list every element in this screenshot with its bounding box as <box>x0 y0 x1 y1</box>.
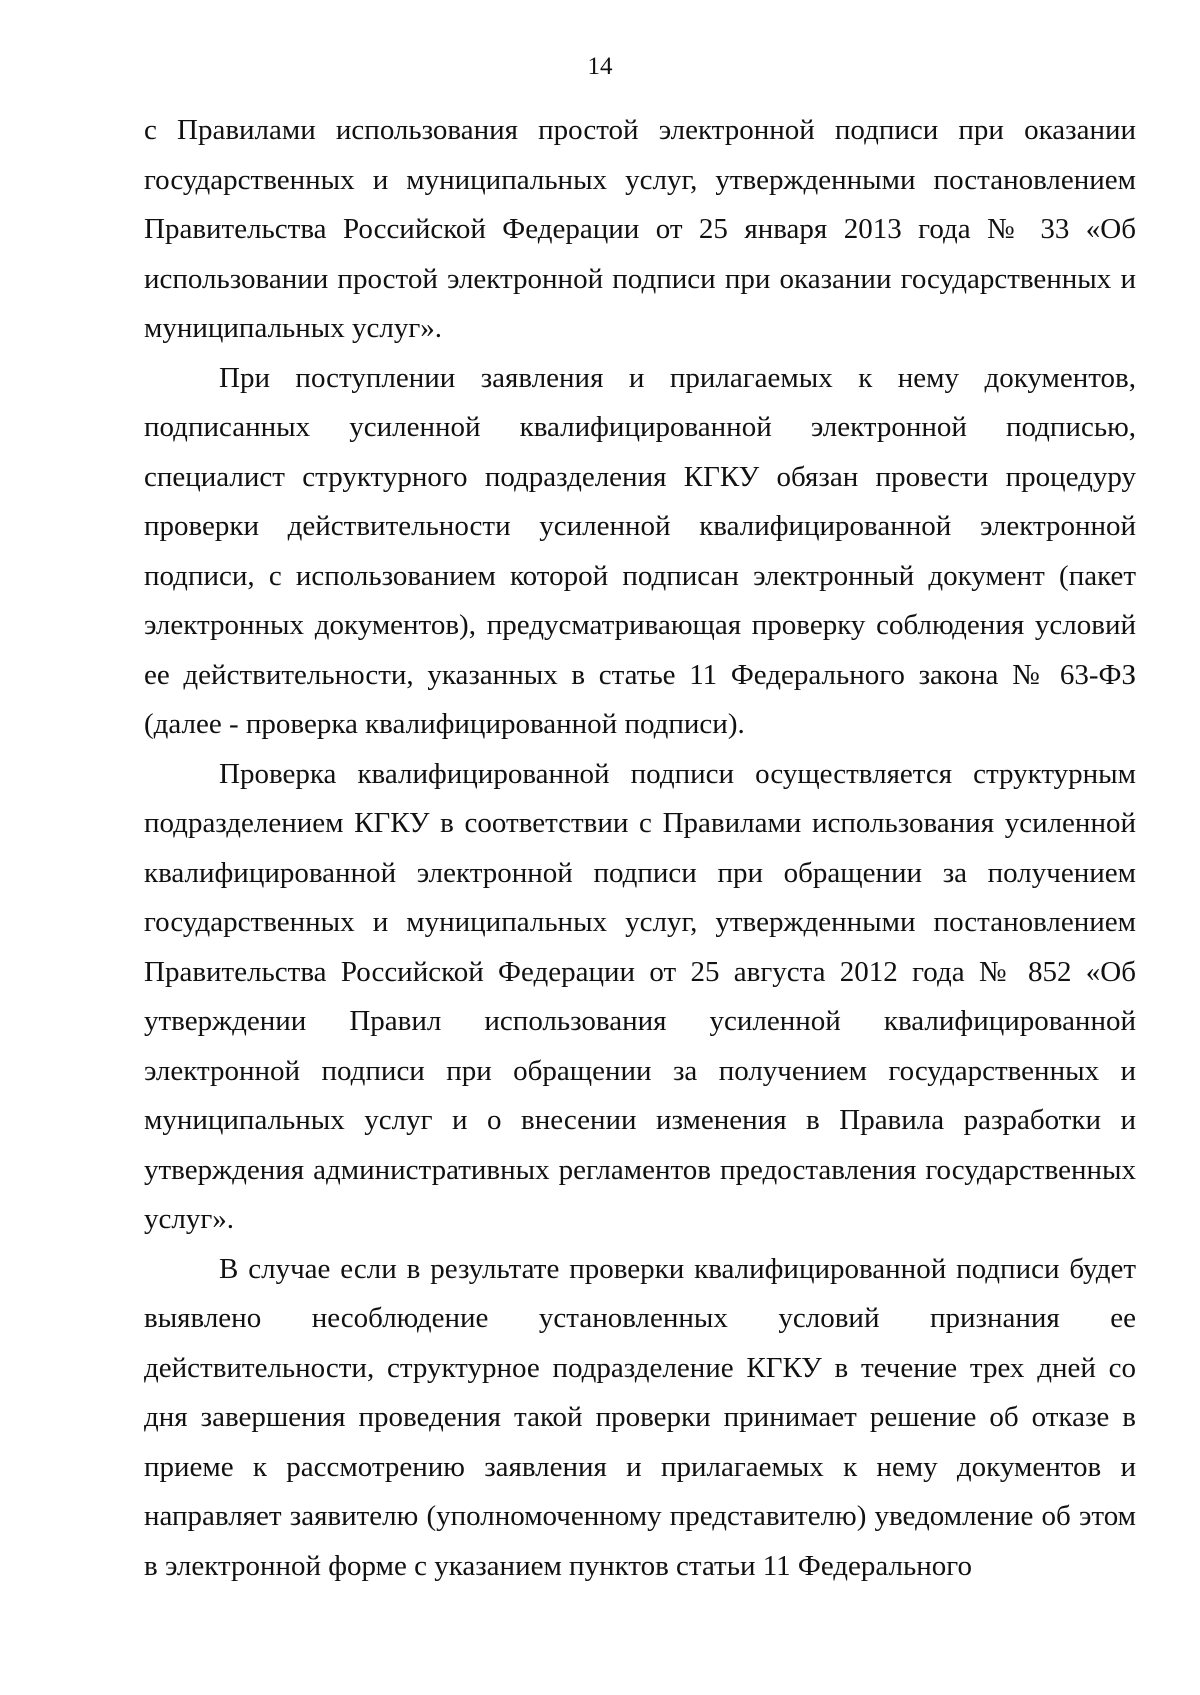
paragraph-signature-verification: При поступлении заявления и прилагаемых к нему документов, подписанных усиленной квалифицированной электронной подписью, специалист структурного подразделения КГКУ обязан провести процедуру проверки действительности усиленной квалифицированной электронной подписи, с использованием которой подписан электронный документ (пакет электронных документов), предусматривающая проверку соблюдения условий ее действительности, указанных в статье 11 Федерального закона № 63-ФЗ (далее - проверка квалифицированной подписи). <box>144 361 1136 740</box>
document-body <box>144 106 1136 1591</box>
paragraph-verification-rules: Проверка квалифицированной подписи осуществляется структурным подразделением КГКУ в соответствии с Правилами использования усиленной квалифицированной электронной подписи при обращении за получением государственных и муниципальных услуг, утвержденными постановлением Правительства Российской Федерации от 25 августа 2012 года № 852 «Об утверждении Правил использования усиленной квалифицированной электронной подписи при обращении за получением государственных и муниципальных услуг и о внесении изменения в Правила разработки и утверждения административных регламентов предоставления государственных услуг». <box>144 757 1136 1235</box>
paragraph-continuation: с Правилами использования простой электронной подписи при оказании государственных и муниципальных услуг, утвержденными постановлением Правительства Российской Федерации от 25 января 2013 года № 33 «Об использовании простой электронной подписи при оказании государственных и муниципальных услуг». <box>144 114 1136 344</box>
paragraph-refusal-decision: В случае если в результате проверки квалифицированной подписи будет выявлено несоблюдение установленных условий признания ее действительности, структурное подразделение КГКУ в течение трех дней со дня завершения проведения такой проверки принимает решение об отказе в приеме к рассмотрению заявления и прилагаемых к нему документов и направляет заявителю (уполномоченному представителю) уведомление об этом в электронной форме с указанием пунктов статьи 11 Федерального <box>144 1252 1136 1582</box>
page-number: 14 <box>587 53 613 80</box>
